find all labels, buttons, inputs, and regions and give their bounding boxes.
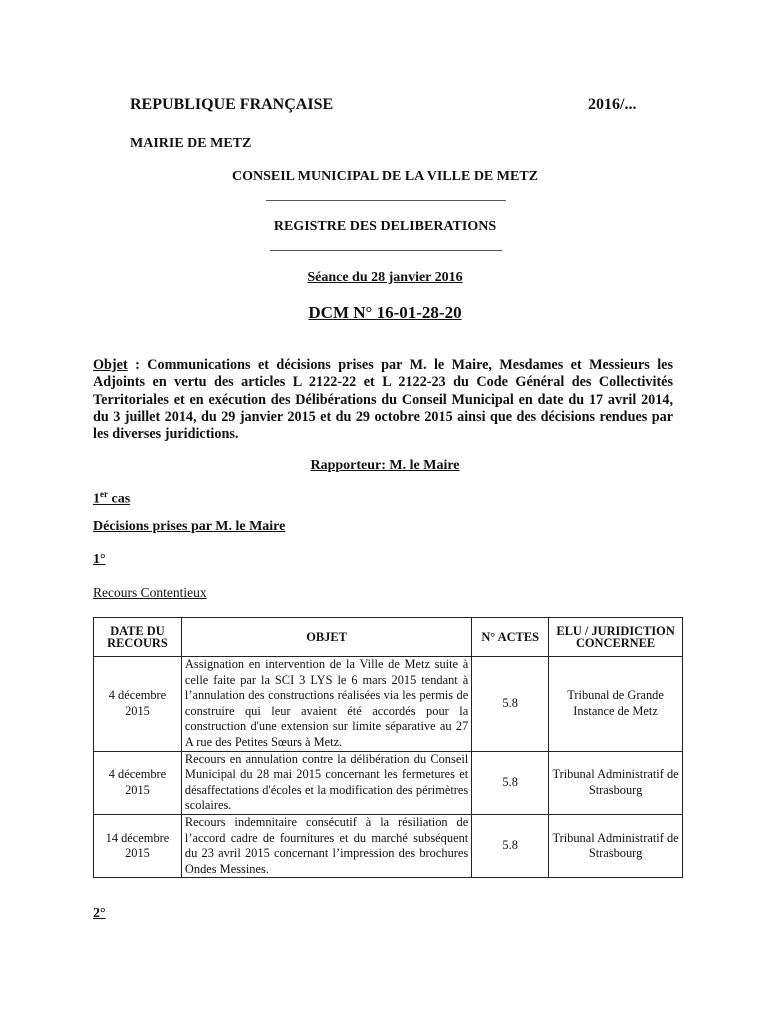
table-row	[94, 657, 683, 752]
registre-heading: REGISTRE DES DELIBERATIONS	[273, 219, 497, 234]
deliberation-number: 2016/...	[588, 96, 637, 113]
section-1-heading: 1°	[93, 552, 106, 567]
seance-date: Séance du 28 janvier 2016	[307, 270, 463, 285]
dcm-number: DCM N° 16-01-28-20	[308, 303, 462, 322]
row-objet: Recours indemnitaire consécutif à la résiliation de l’accord cadre de fournitures et du marché subséquent du 23 avril 2015 concernant l’impression des brochures Ondes Messines.	[181, 814, 471, 877]
conseil-heading: CONSEIL MUNICIPAL DE LA VILLE DE METZ	[232, 169, 538, 184]
divider-1	[266, 200, 506, 201]
table-header-row	[94, 618, 683, 657]
table-row	[94, 814, 683, 877]
row-actes: 5.8	[472, 657, 549, 752]
objet-text: : Communications et décisions prises par M. le Maire, Mesdames et Messieurs les Adjoints en vertu des articles L 2122-22 et L 2122-23 du Code Général des Collectivités Territoriales et en exécution des Délibérations du Conseil Municipal en date du 17 avril 2014, du 3 juillet 2014, du 29 janvier 2015 et du 29 octobre 2015 ainsi que des décisions rendues par les diverses juridictions.	[93, 357, 673, 443]
objet-label: Objet	[93, 357, 128, 373]
row-date: 14 décembre 2015	[94, 814, 182, 877]
row-objet: Recours en annulation contre la délibération du Conseil Municipal du 28 mai 2015 concernant les fermetures et désaffectations d'écoles et la modification des périmètres scolaires.	[181, 751, 471, 814]
recours-table	[93, 617, 683, 878]
header-actes: N° ACTES	[472, 618, 549, 657]
republic-heading: REPUBLIQUE FRANÇAISE	[130, 96, 334, 113]
row-actes: 5.8	[472, 814, 549, 877]
objet-paragraph	[93, 357, 673, 443]
case-heading	[93, 489, 130, 508]
table-row	[94, 751, 683, 814]
row-actes: 5.8	[472, 751, 549, 814]
case-number: 1	[93, 491, 100, 507]
header-objet: OBJET	[181, 618, 471, 657]
header-date: DATE DU RECOURS	[94, 618, 182, 657]
recours-title: Recours Contentieux	[93, 585, 207, 600]
divider-2	[270, 250, 502, 251]
case-suffix: er	[100, 489, 108, 499]
row-juridiction: Tribunal Administratif de Strasbourg	[549, 814, 683, 877]
row-date: 4 décembre 2015	[94, 657, 182, 752]
case-word: cas	[108, 491, 131, 507]
row-date: 4 décembre 2015	[94, 751, 182, 814]
row-juridiction: Tribunal Administratif de Strasbourg	[549, 751, 683, 814]
rapporteur: Rapporteur: M. le Maire	[310, 458, 460, 473]
mairie-heading: MAIRIE DE METZ	[130, 136, 252, 151]
row-objet: Assignation en intervention de la Ville de Metz suite à celle faite par la SCI 3 LYS le 6 mars 2015 tendant à l’annulation des constructions réalisées via les permis de construire qui leur avaient été accordés pour la construction d'une extension sur limite séparative au 27 A rue des Petites Sœurs à Metz.	[181, 657, 471, 752]
header-juridiction: ELU / JURIDICTION CONCERNEE	[549, 618, 683, 657]
section-2-heading: 2°	[93, 906, 106, 921]
decisions-title: Décisions prises par M. le Maire	[93, 519, 286, 534]
row-juridiction: Tribunal de Grande Instance de Metz	[549, 657, 683, 752]
